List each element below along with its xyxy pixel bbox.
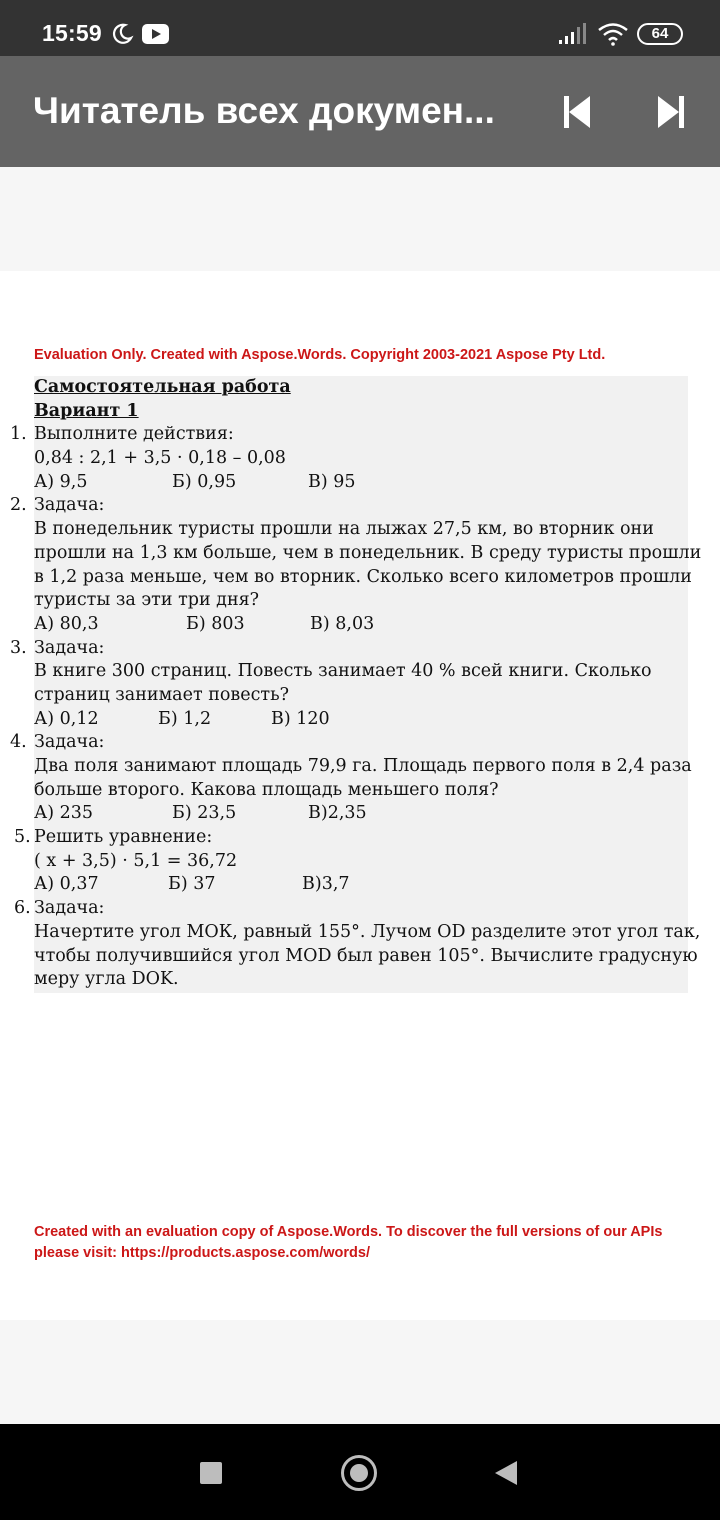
question-3-options: А) 0,12 Б) 1,2 В) 120 bbox=[34, 708, 330, 729]
question-2-text: в 1,2 раза меньше, чем во вторник. Сколько всего километров прошли bbox=[34, 566, 692, 587]
watermark-top: Evaluation Only. Created with Aspose.Words. Copyright 2003-2021 Aspose Pty Ltd. bbox=[34, 347, 606, 363]
battery-indicator: 64 bbox=[637, 23, 683, 45]
status-bar bbox=[0, 0, 720, 56]
question-6-text: Начертите угол МОК, равный 155°. Лучом OD разделите этот угол так, bbox=[34, 921, 701, 942]
variant-label: Вариант 1 bbox=[34, 400, 139, 421]
question-4-title: 4. Задача: bbox=[10, 732, 105, 753]
question-1-title: 1. Выполните действия: bbox=[10, 424, 234, 445]
next-page-icon[interactable] bbox=[648, 90, 692, 134]
youtube-icon bbox=[142, 24, 169, 44]
question-6-text: чтобы получившийся угол МOD был равен 105°. Вычислите градусную bbox=[34, 945, 698, 966]
watermark-bottom: Created with an evaluation copy of Aspose.Words. To discover the full versions of our APIs please visit: https://products.aspose.com/words/ bbox=[34, 1224, 663, 1261]
app-title: Читатель всех докумен... bbox=[33, 90, 495, 131]
question-4-text: Два поля занимают площадь 79,9 га. Площадь первого поля в 2,4 раза bbox=[34, 756, 692, 776]
question-4-options: А) 235 Б) 23,5 В)2,35 bbox=[34, 803, 367, 824]
app-bar bbox=[0, 56, 720, 167]
question-2-text: прошли на 1,3 км больше, чем в понедельник. В среду туристы прошли bbox=[34, 542, 702, 563]
question-5-options: А) 0,37 Б) 37 В)3,7 bbox=[34, 874, 350, 895]
question-1-expression: 0,84 : 2,1 + 3,5 · 0,18 – 0,08 bbox=[34, 448, 286, 469]
question-3-text: В книге 300 страниц. Повесть занимает 40 % всей книги. Сколько bbox=[34, 661, 652, 682]
question-5-expression: ( x + 3,5) · 5,1 = 36,72 bbox=[34, 850, 238, 871]
question-6-title: 6. Задача: bbox=[14, 898, 105, 919]
document-page[interactable] bbox=[0, 271, 720, 1320]
question-2-options: А) 80,3 Б) 803 В) 8,03 bbox=[34, 613, 375, 634]
document-text bbox=[10, 376, 702, 992]
previous-page-icon[interactable] bbox=[556, 90, 600, 134]
wifi-icon bbox=[597, 22, 629, 46]
question-2-text: В понедельник туристы прошли на лыжах 27,5 км, во вторник они bbox=[34, 519, 654, 540]
signal-icon bbox=[558, 22, 586, 46]
home-button[interactable] bbox=[341, 1455, 377, 1491]
status-time: 15:59 bbox=[42, 20, 102, 46]
document-heading: Самостоятельная работа bbox=[34, 377, 291, 397]
question-4-text: больше второго. Какова площадь меньшего поля? bbox=[34, 779, 499, 800]
question-5-title: 5. Решить уравнение: bbox=[14, 827, 213, 848]
back-button[interactable] bbox=[495, 1461, 517, 1485]
moon-icon bbox=[110, 22, 134, 46]
question-1-options: А) 9,5 Б) 0,95 В) 95 bbox=[34, 471, 356, 492]
question-3-text: страниц занимает повесть? bbox=[34, 684, 290, 705]
question-2-title: 2. Задача: bbox=[10, 495, 105, 516]
question-6-text: меру угла DOK. bbox=[34, 969, 179, 990]
system-navigation-bar bbox=[0, 1424, 720, 1520]
question-3-title: 3. Задача: bbox=[10, 637, 105, 658]
question-2-text: туристы за эти три дня? bbox=[34, 590, 260, 611]
recents-button[interactable] bbox=[200, 1462, 222, 1484]
